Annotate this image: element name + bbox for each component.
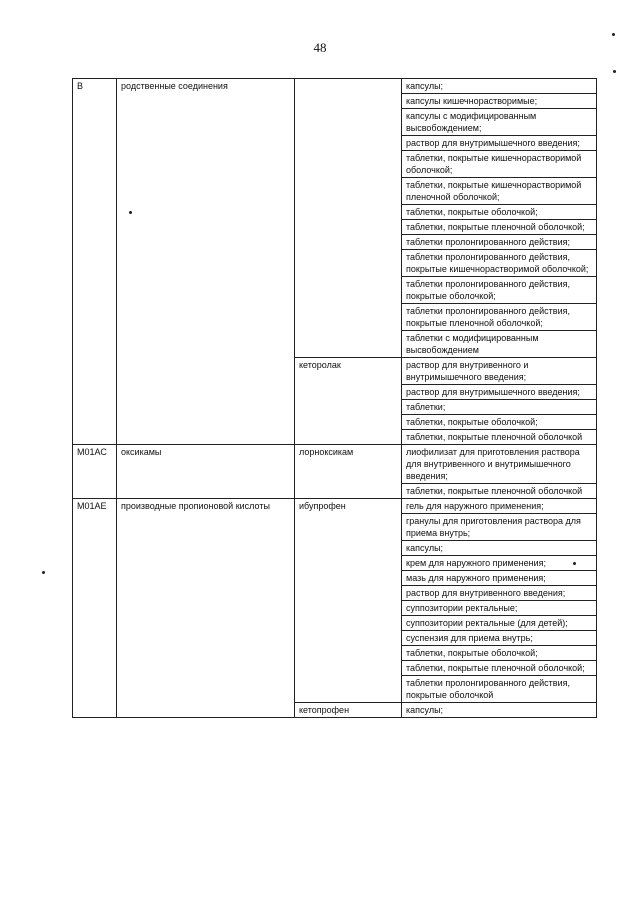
drug-name-cell: кетопрофен — [295, 703, 402, 718]
dosage-form-cell: суппозитории ректальные (для детей); — [402, 616, 597, 631]
dosage-form-cell: таблетки с модифицированным высвобождением — [402, 331, 597, 358]
table-row — [73, 445, 597, 484]
drug-name-cell: ибупрофен — [295, 499, 402, 703]
dosage-form-cell: суппозитории ректальные; — [402, 601, 597, 616]
dosage-form-cell: суспензия для приема внутрь; — [402, 631, 597, 646]
drug-name-cell: лорноксикам — [295, 445, 402, 499]
dosage-form-cell: капсулы; — [402, 541, 597, 556]
dosage-form-cell: капсулы; — [402, 79, 597, 94]
dosage-form-cell: капсулы с модифицированным высвобождением; — [402, 109, 597, 136]
drug-name-cell: кеторолак — [295, 358, 402, 445]
dosage-form-cell: таблетки пролонгированного действия, покрытые оболочкой; — [402, 277, 597, 304]
pharmacological-group-cell: производные пропионовой кислоты — [117, 499, 295, 718]
dosage-form-cell: таблетки, покрытые пленочной оболочкой — [402, 430, 597, 445]
dosage-form-cell: гранулы для приготовления раствора для приема внутрь; — [402, 514, 597, 541]
dosage-form-cell: таблетки пролонгированного действия; — [402, 235, 597, 250]
dosage-form-cell: гель для наружного применения; — [402, 499, 597, 514]
dosage-form-cell: таблетки; — [402, 400, 597, 415]
dosage-form-cell: таблетки, покрытые кишечнорастворимой оболочкой; — [402, 151, 597, 178]
scan-speck — [612, 33, 615, 36]
dosage-form-cell: таблетки, покрытые оболочкой; — [402, 205, 597, 220]
dosage-form-cell: крем для наружного применения; — [402, 556, 597, 571]
dosage-form-cell: лиофилизат для приготовления раствора для внутривенного и внутримышечного введения; — [402, 445, 597, 484]
dosage-form-cell: таблетки, покрытые оболочкой; — [402, 415, 597, 430]
dosage-form-cell: раствор для внутримышечного введения; — [402, 136, 597, 151]
medication-table — [72, 78, 597, 718]
dosage-form-cell: мазь для наружного применения; — [402, 571, 597, 586]
dosage-form-cell: капсулы кишечнорастворимые; — [402, 94, 597, 109]
dosage-form-cell: раствор для внутривенного введения; — [402, 586, 597, 601]
dosage-form-cell: таблетки, покрытые пленочной оболочкой — [402, 484, 597, 499]
dosage-form-cell: раствор для внутривенного и внутримышечного введения; — [402, 358, 597, 385]
scan-speck — [42, 571, 45, 574]
atc-code-cell: М01АС — [73, 445, 117, 499]
dosage-form-cell: таблетки, покрытые оболочкой; — [402, 646, 597, 661]
dosage-form-cell: таблетки, покрытые пленочной оболочкой; — [402, 661, 597, 676]
dosage-form-cell: таблетки, покрытые кишечнорастворимой пленочной оболочкой; — [402, 178, 597, 205]
atc-code-cell: М01АЕ — [73, 499, 117, 718]
atc-code-cell: В — [73, 79, 117, 445]
scan-speck — [613, 70, 616, 73]
dosage-form-cell: таблетки пролонгированного действия, покрытые пленочной оболочкой; — [402, 304, 597, 331]
dosage-form-cell: таблетки пролонгированного действия, покрытые кишечнорастворимой оболочкой; — [402, 250, 597, 277]
page-number: 48 — [313, 40, 327, 55]
pharmacological-group-cell: родственные соединения — [117, 79, 295, 445]
pharmacological-group-cell: оксикамы — [117, 445, 295, 499]
table-row — [73, 79, 597, 94]
dosage-form-cell: капсулы; — [402, 703, 597, 718]
dosage-form-cell: таблетки пролонгированного действия, покрытые оболочкой — [402, 676, 597, 703]
table-row — [73, 499, 597, 514]
dosage-form-cell: таблетки, покрытые пленочной оболочкой; — [402, 220, 597, 235]
dosage-form-cell: раствор для внутримышечного введения; — [402, 385, 597, 400]
medication-table-body — [73, 79, 597, 718]
drug-name-cell — [295, 79, 402, 358]
